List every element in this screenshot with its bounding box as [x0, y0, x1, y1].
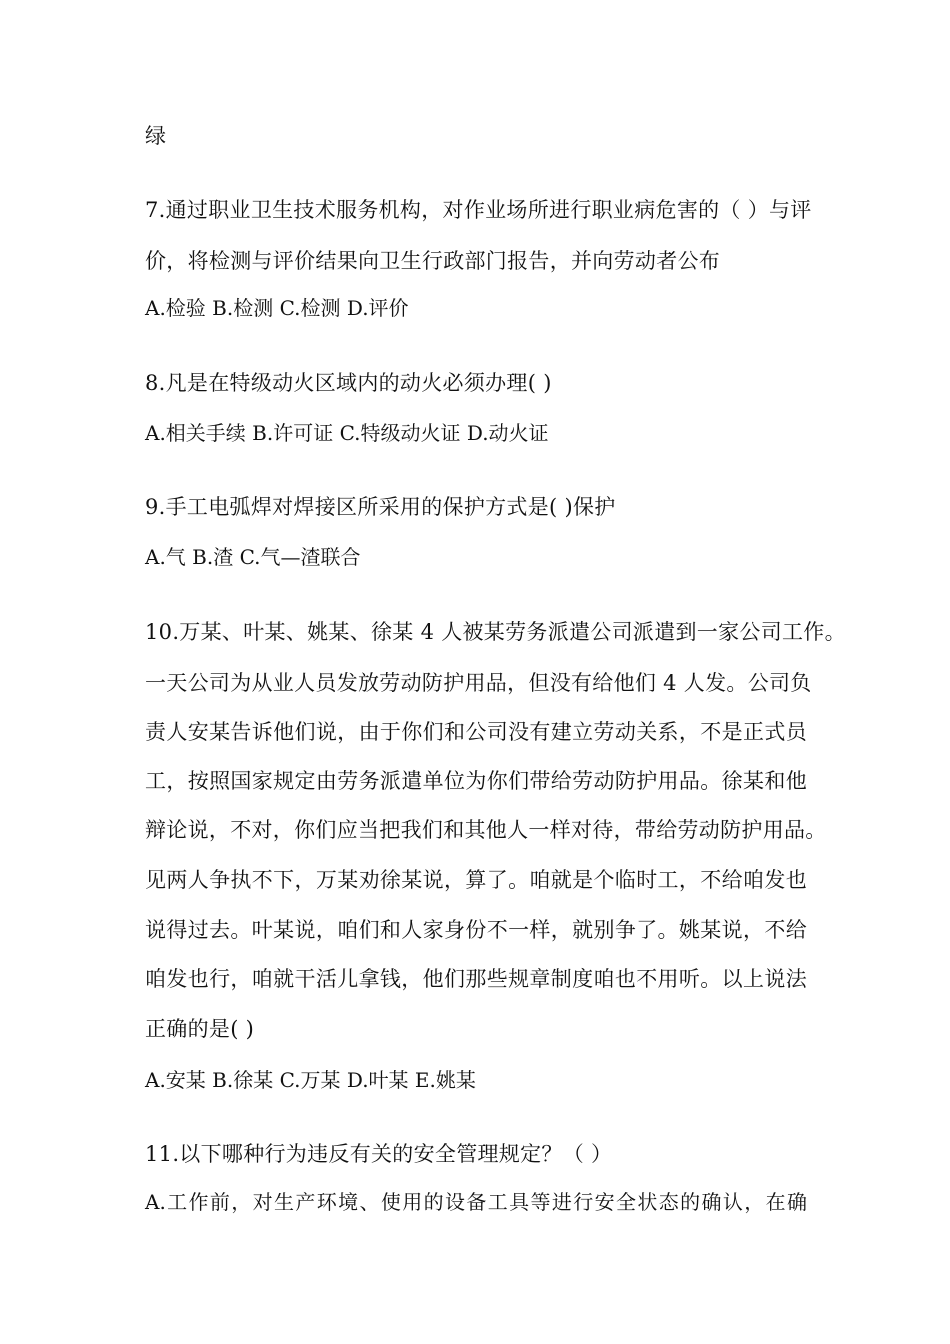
question-8: 8.凡是在特级动火区域内的动火必须办理( ): [145, 371, 552, 395]
question-9: 9.手工电弧焊对焊接区所采用的保护方式是( )保护: [145, 495, 616, 519]
question-7-line-1: 7.通过职业卫生技术服务机构，对作业场所进行职业病危害的（ ）与评: [145, 198, 812, 222]
question-10-line-4: 工，按照国家规定由劳务派遣单位为你们带给劳动防护用品。徐某和他: [145, 769, 807, 793]
question-8-options: A.相关手续 B.许可证 C.特级动火证 D.动火证: [145, 421, 549, 445]
question-10-line-5: 辩论说，不对，你们应当把我们和其他人一样对待，带给劳动防护用品。: [145, 818, 827, 842]
question-10-line-8: 咱发也行，咱就干活儿拿钱，他们那些规章制度咱也不用听。以上说法: [145, 967, 807, 991]
question-10-line-6: 见两人争执不下，万某劝徐某说，算了。咱就是个临时工，不给咱发也: [145, 868, 807, 892]
text-line: 绿: [145, 124, 166, 148]
question-7-options: A.检验 B.检测 C.检测 D.评价: [145, 296, 409, 320]
question-10-line-3: 责人安某告诉他们说，由于你们和公司没有建立劳动关系，不是正式员: [145, 720, 807, 744]
question-10-line-1: 10.万某、叶某、姚某、徐某 4 人被某劳务派遣公司派遣到一家公司工作。: [145, 620, 846, 644]
question-10-line-7: 说得过去。叶某说，咱们和人家身份不一样，就别争了。姚某说，不给: [145, 918, 807, 942]
question-11: 11.以下哪种行为违反有关的安全管理规定？（ ）: [145, 1142, 613, 1166]
question-10-line-2: 一天公司为从业人员发放劳动防护用品，但没有给他们 4 人发。公司负: [145, 671, 812, 695]
question-10-options: A.安某 B.徐某 C.万某 D.叶某 E.姚某: [145, 1068, 476, 1092]
question-7-line-2: 价，将检测与评价结果向卫生行政部门报告，并向劳动者公布: [145, 249, 721, 273]
question-9-options: A.气 B.渣 C.气—渣联合: [145, 545, 361, 569]
question-11-option-a: A.工作前，对生产环境、使用的设备工具等进行安全状态的确认，在确: [145, 1190, 807, 1214]
question-10-line-9: 正确的是( ): [145, 1017, 255, 1041]
